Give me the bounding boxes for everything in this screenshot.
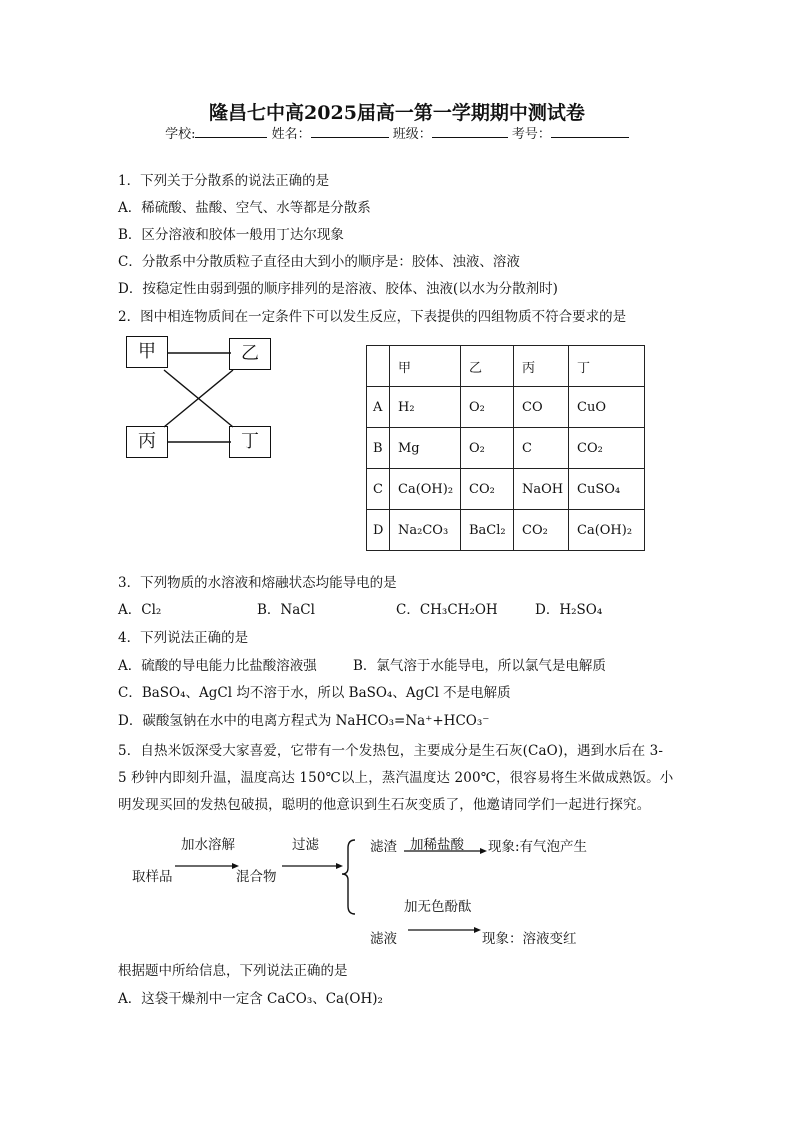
q1-option-a: A．稀硫酸、盐酸、空气、水等都是分散系 <box>118 200 371 216</box>
box-bing: 丙 <box>126 426 168 458</box>
q3-option-a: A．Cl₂ <box>118 602 162 618</box>
box-yi: 乙 <box>229 338 271 370</box>
label-add-water: 加水溶解 <box>181 837 235 853</box>
cell-yi: O₂ <box>461 428 514 469</box>
q3-option-d: D．H₂SO₄ <box>535 602 603 618</box>
exam-no-label: 考号： <box>511 127 551 142</box>
class-label: 班级： <box>392 127 432 142</box>
cell-bing: CO <box>514 387 569 428</box>
label-sample: 取样品 <box>132 869 173 885</box>
q1-option-d: D．按稳定性由弱到强的顺序排列的是溶液、胶体、浊液(以水为分散剂时) <box>118 281 558 297</box>
table-row <box>367 387 645 428</box>
cell-yi: O₂ <box>461 387 514 428</box>
q1-stem: 1．下列关于分散系的说法正确的是 <box>118 173 330 189</box>
header-yi: 乙 <box>461 346 514 387</box>
label-residue: 滤渣 <box>370 839 397 855</box>
q3-stem: 3．下列物质的水溶液和熔融状态均能导电的是 <box>118 575 397 591</box>
q5-question: 根据题中所给信息，下列说法正确的是 <box>118 963 348 979</box>
name-blank[interactable] <box>311 124 389 138</box>
q5-text-line2: 5 秒钟内即刻升温，温度高达 150℃以上，蒸汽温度达 200℃，很容易将生米做成熟饭。小 <box>118 770 674 786</box>
cell-ding: CuSO₄ <box>569 469 645 510</box>
label-phenomenon2: 现象：溶液变红 <box>482 931 577 947</box>
box-ding: 丁 <box>229 426 271 458</box>
header-bing: 丙 <box>514 346 569 387</box>
q4-option-d: D．碳酸氢钠在水中的电离方程式为 NaHCO₃=Na⁺+HCO₃⁻ <box>118 713 490 729</box>
q2-options-table <box>366 345 645 551</box>
q4-option-a: A．硫酸的导电能力比盐酸溶液强 <box>118 658 317 674</box>
q1-option-b: B．区分溶液和胶体一般用丁达尔现象 <box>118 227 344 243</box>
header-ding: 丁 <box>569 346 645 387</box>
q5-text-line3: 明发现买回的发热包破损，聪明的他意识到生石灰变质了，他邀请同学们一起进行探究。 <box>118 797 651 813</box>
table-row <box>367 428 645 469</box>
student-info-line <box>0 123 794 142</box>
label-phenomenon1: 现象:有气泡产生 <box>488 839 588 855</box>
box-jia: 甲 <box>126 336 168 368</box>
label-add-phenolphthalein: 加无色酚酞 <box>404 899 472 915</box>
table-row <box>367 510 645 551</box>
school-blank[interactable] <box>195 124 267 138</box>
cell-ding: Ca(OH)₂ <box>569 510 645 551</box>
table-corner <box>367 346 390 387</box>
cell-jia: Ca(OH)₂ <box>390 469 461 510</box>
header-jia: 甲 <box>390 346 461 387</box>
cell-ding: CuO <box>569 387 645 428</box>
q5-text-line1: 5．自热米饭深受大家喜爱，它带有一个发热包，主要成分是生石灰(CaO)，遇到水后在 3- <box>118 743 664 759</box>
q4-option-b: B．氯气溶于水能导电，所以氯气是电解质 <box>353 658 606 674</box>
row-label: A <box>367 387 390 428</box>
school-label: 学校: <box>165 127 196 142</box>
cell-bing: CO₂ <box>514 510 569 551</box>
q2-stem: 2．图中相连物质间在一定条件下可以发生反应，下表提供的四组物质不符合要求的是 <box>118 309 627 325</box>
cell-ding: CO₂ <box>569 428 645 469</box>
table-header-row <box>367 346 645 387</box>
cell-jia: Mg <box>390 428 461 469</box>
label-filter: 过滤 <box>292 837 319 853</box>
cell-jia: H₂ <box>390 387 461 428</box>
exam-no-blank[interactable] <box>551 124 629 138</box>
row-label: D <box>367 510 390 551</box>
cell-yi: CO₂ <box>461 469 514 510</box>
q3-option-b: B．NaCl <box>257 602 315 618</box>
label-mixture: 混合物 <box>236 869 277 885</box>
row-label: B <box>367 428 390 469</box>
label-add-hcl: 加稀盐酸 <box>410 837 464 853</box>
exam-title: 隆昌七中高2025届高一第一学期期中测试卷 <box>209 102 585 124</box>
q1-option-c: C．分散系中分散质粒子直径由大到小的顺序是：胶体、浊液、溶液 <box>118 254 520 270</box>
table-row <box>367 469 645 510</box>
name-label: 姓名： <box>271 127 311 142</box>
q4-stem: 4．下列说法正确的是 <box>118 630 249 646</box>
cell-jia: Na₂CO₃ <box>390 510 461 551</box>
q3-option-c: C．CH₃CH₂OH <box>396 602 498 618</box>
cell-bing: NaOH <box>514 469 569 510</box>
class-blank[interactable] <box>432 124 508 138</box>
q4-option-c: C．BaSO₄、AgCl 均不溶于水，所以 BaSO₄、AgCl 不是电解质 <box>118 685 511 701</box>
cell-yi: BaCl₂ <box>461 510 514 551</box>
row-label: C <box>367 469 390 510</box>
label-filtrate: 滤液 <box>370 931 397 947</box>
q5-option-a: A．这袋干燥剂中一定含 CaCO₃、Ca(OH)₂ <box>118 991 383 1007</box>
cell-bing: C <box>514 428 569 469</box>
flow-arrow-filtrate <box>400 920 490 940</box>
